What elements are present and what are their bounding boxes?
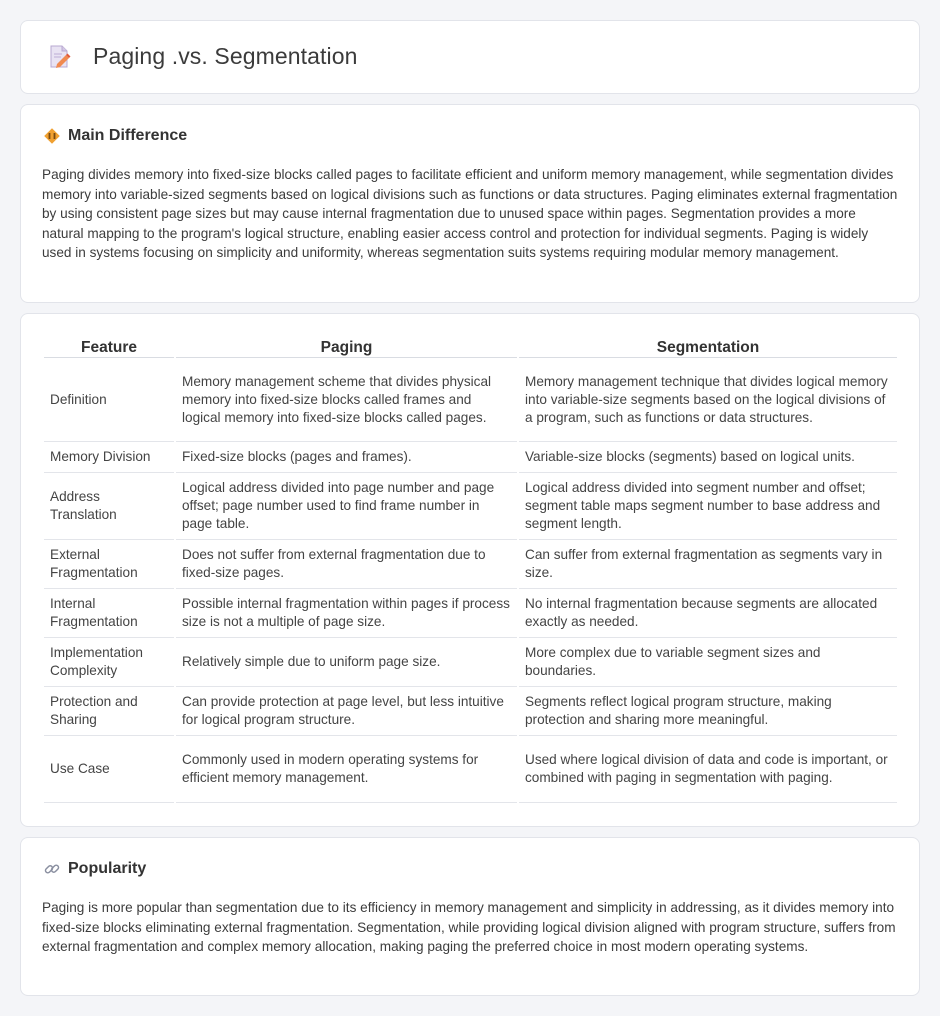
table-row: [44, 736, 897, 803]
segmentation-cell: Used where logical division of data and code is important, or combined with paging in segmentation with paging.: [519, 736, 897, 803]
comparison-card: [20, 313, 920, 827]
comparison-table: [42, 334, 899, 803]
segmentation-cell: Variable-size blocks (segments) based on logical units.: [519, 442, 897, 473]
feature-cell: Protection and Sharing: [44, 687, 174, 736]
popularity-text: Paging is more popular than segmentation due to its efficiency in memory management and simplicity in addressing, as it divides memory into fixed-size blocks eliminating external fragmentation. Segmentation, while providing logical division aligned with program structure, suffers from external fragmentation and complex memory allocation, making paging the preferred choice in most modern operating systems.: [42, 900, 896, 954]
paging-cell: Commonly used in modern operating systems for efficient memory management.: [176, 736, 517, 803]
header-paging: Paging: [176, 334, 517, 358]
table-row: [44, 358, 897, 442]
feature-cell: Definition: [44, 358, 174, 442]
main-difference-card: [20, 104, 920, 303]
feature-cell: External Fragmentation: [44, 540, 174, 589]
paging-cell: Memory management scheme that divides physical memory into fixed-size blocks called frames and logical memory into fixed-size blocks called pages.: [176, 358, 517, 442]
main-difference-heading: Main Difference: [68, 127, 188, 144]
segmentation-cell: Memory management technique that divides logical memory into variable-size segments based on the logical divisions of a program, such as functions or data structures.: [519, 358, 897, 442]
table-row: [44, 687, 897, 736]
paging-cell: Logical address divided into page number and page offset; page number used to find frame number in page table.: [176, 473, 517, 540]
table-row: [44, 442, 897, 473]
table-row: [44, 589, 897, 638]
segmentation-cell: Can suffer from external fragmentation as segments vary in size.: [519, 540, 897, 589]
paging-cell: Relatively simple due to uniform page size.: [176, 638, 517, 687]
feature-cell: Implementation Complexity: [44, 638, 174, 687]
table-header-row: [44, 334, 897, 358]
feature-cell: Internal Fragmentation: [44, 589, 174, 638]
feature-cell: Address Translation: [44, 473, 174, 540]
paging-cell: Does not suffer from external fragmentation due to fixed-size pages.: [176, 540, 517, 589]
popularity-heading: Popularity: [68, 860, 147, 877]
diamond-warning-icon: [43, 127, 61, 145]
header-segmentation: Segmentation: [519, 334, 897, 358]
segmentation-cell: More complex due to variable segment sizes and boundaries.: [519, 638, 897, 687]
feature-cell: Use Case: [44, 736, 174, 803]
paging-cell: Can provide protection at page level, but less intuitive for logical program structure.: [176, 687, 517, 736]
table-row: [44, 473, 897, 540]
header-feature: Feature: [44, 334, 174, 358]
segmentation-cell: Segments reflect logical program structure, making protection and sharing more meaningful.: [519, 687, 897, 736]
paging-cell: Possible internal fragmentation within pages if process size is not a multiple of page size.: [176, 589, 517, 638]
popularity-card: [20, 837, 920, 996]
feature-cell: Memory Division: [44, 442, 174, 473]
table-row: [44, 638, 897, 687]
paging-cell: Fixed-size blocks (pages and frames).: [176, 442, 517, 473]
header-card: [20, 20, 920, 94]
segmentation-cell: Logical address divided into segment number and offset; segment table maps segment number to base address and segment length.: [519, 473, 897, 540]
segmentation-cell: No internal fragmentation because segments are allocated exactly as needed.: [519, 589, 897, 638]
main-difference-text: Paging divides memory into fixed-size blocks called pages to facilitate efficient and uniform memory management, while segmentation divides memory into variable-sized segments based on logical divisions such as functions or data structures. Paging eliminates external fragmentation by using consistent page sizes but may cause internal fragmentation due to unused space within pages. Segmentation provides a more natural mapping to the program's logical structure, enabling easier access control and protection for individual segments. Paging is widely used in systems focusing on simplicity and uniformity, whereas segmentation suits systems requiring modular memory management.: [42, 167, 898, 260]
link-icon: [43, 860, 61, 878]
document-pencil-icon: [47, 44, 73, 70]
table-row: [44, 540, 897, 589]
page-title: Paging .vs. Segmentation: [93, 43, 358, 69]
